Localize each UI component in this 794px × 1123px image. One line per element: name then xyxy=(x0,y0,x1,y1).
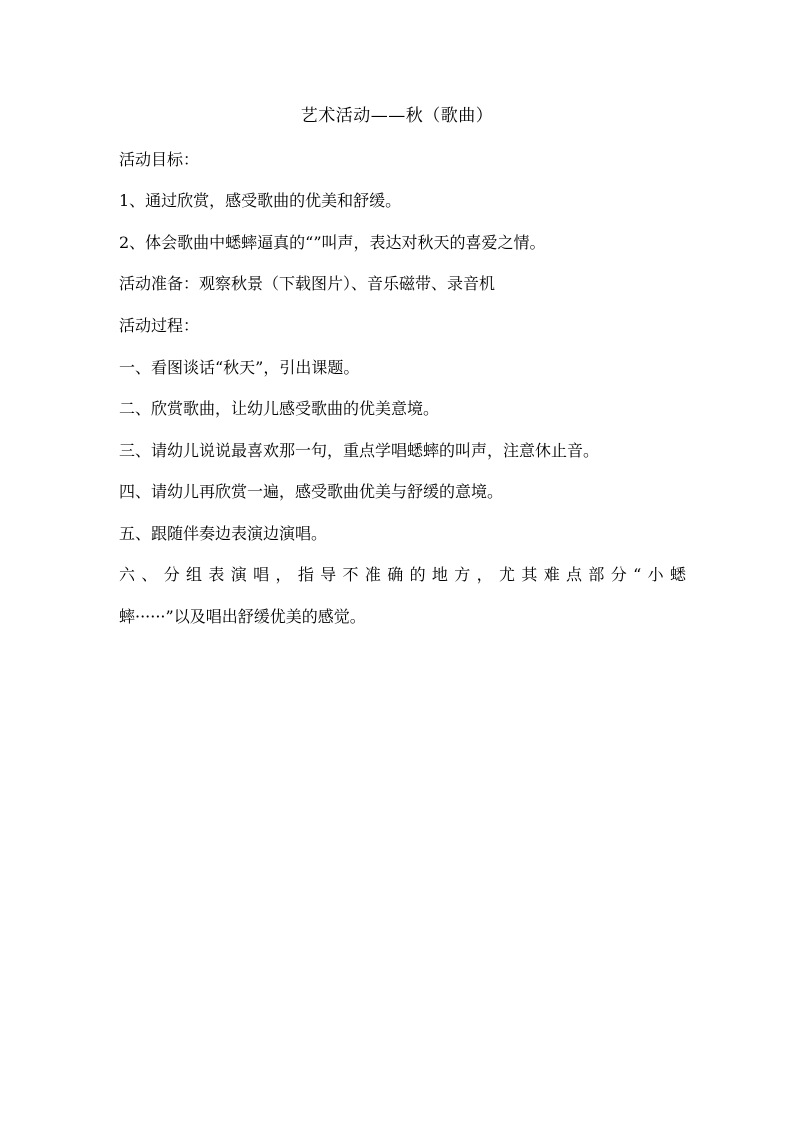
document-title: 艺术活动——秋（歌曲） xyxy=(300,106,494,126)
process-step-1: 一、看图谈话“秋天”，引出课题。 xyxy=(119,358,360,377)
goal-item-2: 2、体会歌曲中蟋蟀逼真的“”叫声，表达对秋天的喜爱之情。 xyxy=(119,233,546,252)
process-step-6-line-1: 六、分组表演唱，指导不准确的地方，尤其难点部分“小蟋 xyxy=(119,565,686,584)
process-step-5: 五、跟随伴奏边表演边演唱。 xyxy=(119,524,328,543)
process-step-2: 二、欣赏歌曲，让幼儿感受歌曲的优美意境。 xyxy=(119,399,440,418)
process-step-3: 三、请幼儿说说最喜欢那一句，重点学唱蟋蟀的叫声，注意休止音。 xyxy=(119,441,600,460)
process-step-6-line-2: 蟀······”以及唱出舒缓优美的感觉。 xyxy=(119,607,366,626)
preparation-line: 活动准备：观察秋景（下载图片）、音乐磁带、录音机 xyxy=(119,274,496,293)
process-heading: 活动过程： xyxy=(119,316,200,335)
goals-heading: 活动目标： xyxy=(119,150,200,169)
goal-item-1: 1、通过欣赏，感受歌曲的优美和舒缓。 xyxy=(119,191,402,210)
process-step-4: 四、请幼儿再欣赏一遍，感受歌曲优美与舒缓的意境。 xyxy=(119,482,504,501)
